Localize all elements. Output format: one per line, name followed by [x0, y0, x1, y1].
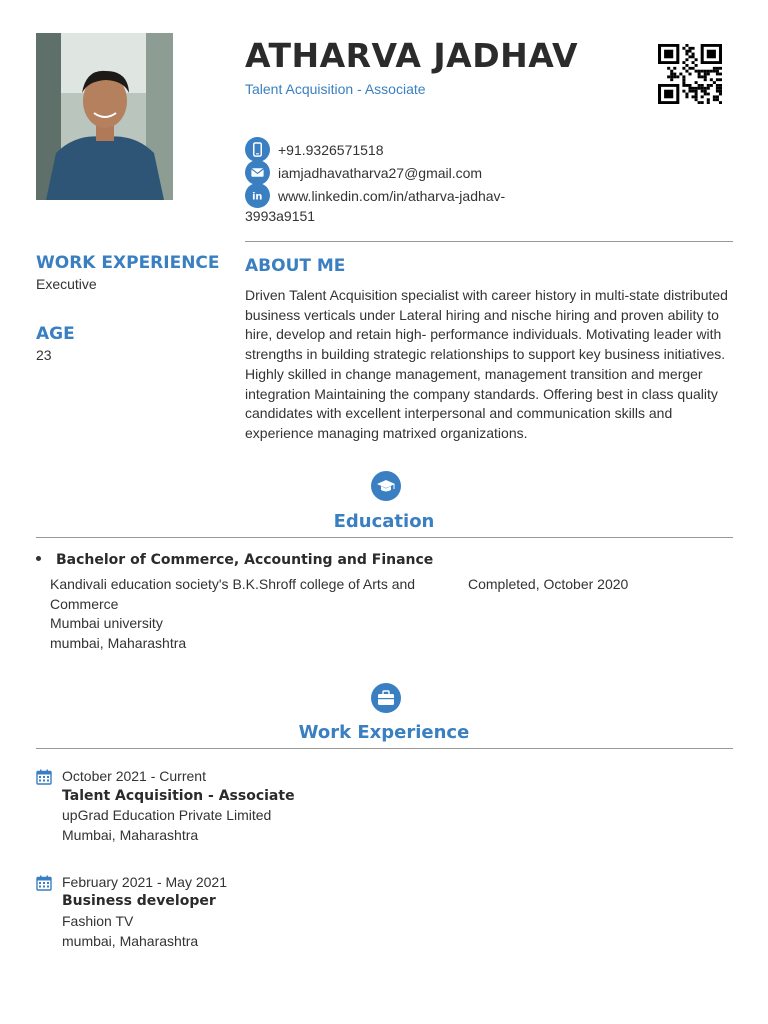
- linkedin-icon: [245, 183, 270, 208]
- svg-text:in: in: [252, 191, 263, 203]
- age-value: 23: [36, 347, 52, 363]
- linkedin-url-line2[interactable]: 3993a9151: [245, 208, 316, 224]
- bullet: [36, 556, 41, 561]
- profile-photo: [36, 33, 173, 200]
- education-location: mumbai, Maharashtra: [50, 635, 187, 652]
- graduation-cap-icon: [371, 471, 401, 501]
- university: Mumbai university: [50, 615, 163, 632]
- job-dates: February 2021 - May 2021: [62, 874, 227, 890]
- qr-code: [658, 44, 722, 104]
- phone-icon: [245, 137, 270, 162]
- candidate-title: Talent Acquisition - Associate: [245, 81, 426, 97]
- college-line2: Commerce: [50, 595, 119, 612]
- work-experience-heading: WORK EXPERIENCE: [36, 253, 220, 273]
- linkedin-url-line1[interactable]: www.linkedin.com/in/atharva-jadhav-: [278, 187, 506, 204]
- email-address[interactable]: iamjadhavatharva27@gmail.com: [278, 164, 483, 181]
- job-dates: October 2021 - Current: [62, 768, 206, 784]
- job-company: Fashion TV: [62, 913, 134, 929]
- about-text: Driven Talent Acquisition specialist with career history in multi-state distributed business verticals under Lateral hiring and nische hiring and proven ability to hire, develop and retain high- performance individuals. Motivating leader with strengths in building strategic relationships to support key business initiatives. Highly skilled in change management, management transition and merger integration Maintaining the company standards. Offering best in class quality candidates with excellent interpersonal and communication skills and experience managing matrixed organizations.: [245, 287, 728, 441]
- job-location: Mumbai, Maharashtra: [62, 827, 199, 843]
- contact-phone: [245, 137, 384, 162]
- education-status: Completed, October 2020: [468, 576, 629, 592]
- job-role: Business developer: [62, 893, 216, 909]
- contact-linkedin: [245, 183, 505, 208]
- contact-email: [245, 160, 482, 185]
- briefcase-icon: [371, 683, 401, 713]
- job-company: upGrad Education Private Limited: [62, 807, 272, 823]
- email-icon: [245, 160, 270, 185]
- education-divider: [36, 537, 733, 538]
- about-heading: ABOUT ME: [245, 256, 346, 276]
- age-heading: AGE: [36, 324, 75, 344]
- job-role: Talent Acquisition - Associate: [62, 788, 295, 804]
- work-divider: [36, 748, 733, 749]
- degree: Bachelor of Commerce, Accounting and Finance: [56, 552, 434, 568]
- education-heading: Education: [333, 511, 435, 532]
- job-location: mumbai, Maharashtra: [62, 933, 199, 949]
- work-heading: Work Experience: [298, 722, 470, 743]
- phone-number[interactable]: +91.9326571518: [278, 141, 384, 158]
- calendar-icon: [36, 769, 52, 790]
- header-divider: [245, 241, 733, 242]
- work-experience-value: Executive: [36, 276, 97, 292]
- calendar-icon: [36, 875, 52, 896]
- college-line1: Kandivali education society's B.K.Shroff college of Arts and: [50, 576, 416, 592]
- candidate-name: ATHARVA JADHAV: [245, 36, 579, 75]
